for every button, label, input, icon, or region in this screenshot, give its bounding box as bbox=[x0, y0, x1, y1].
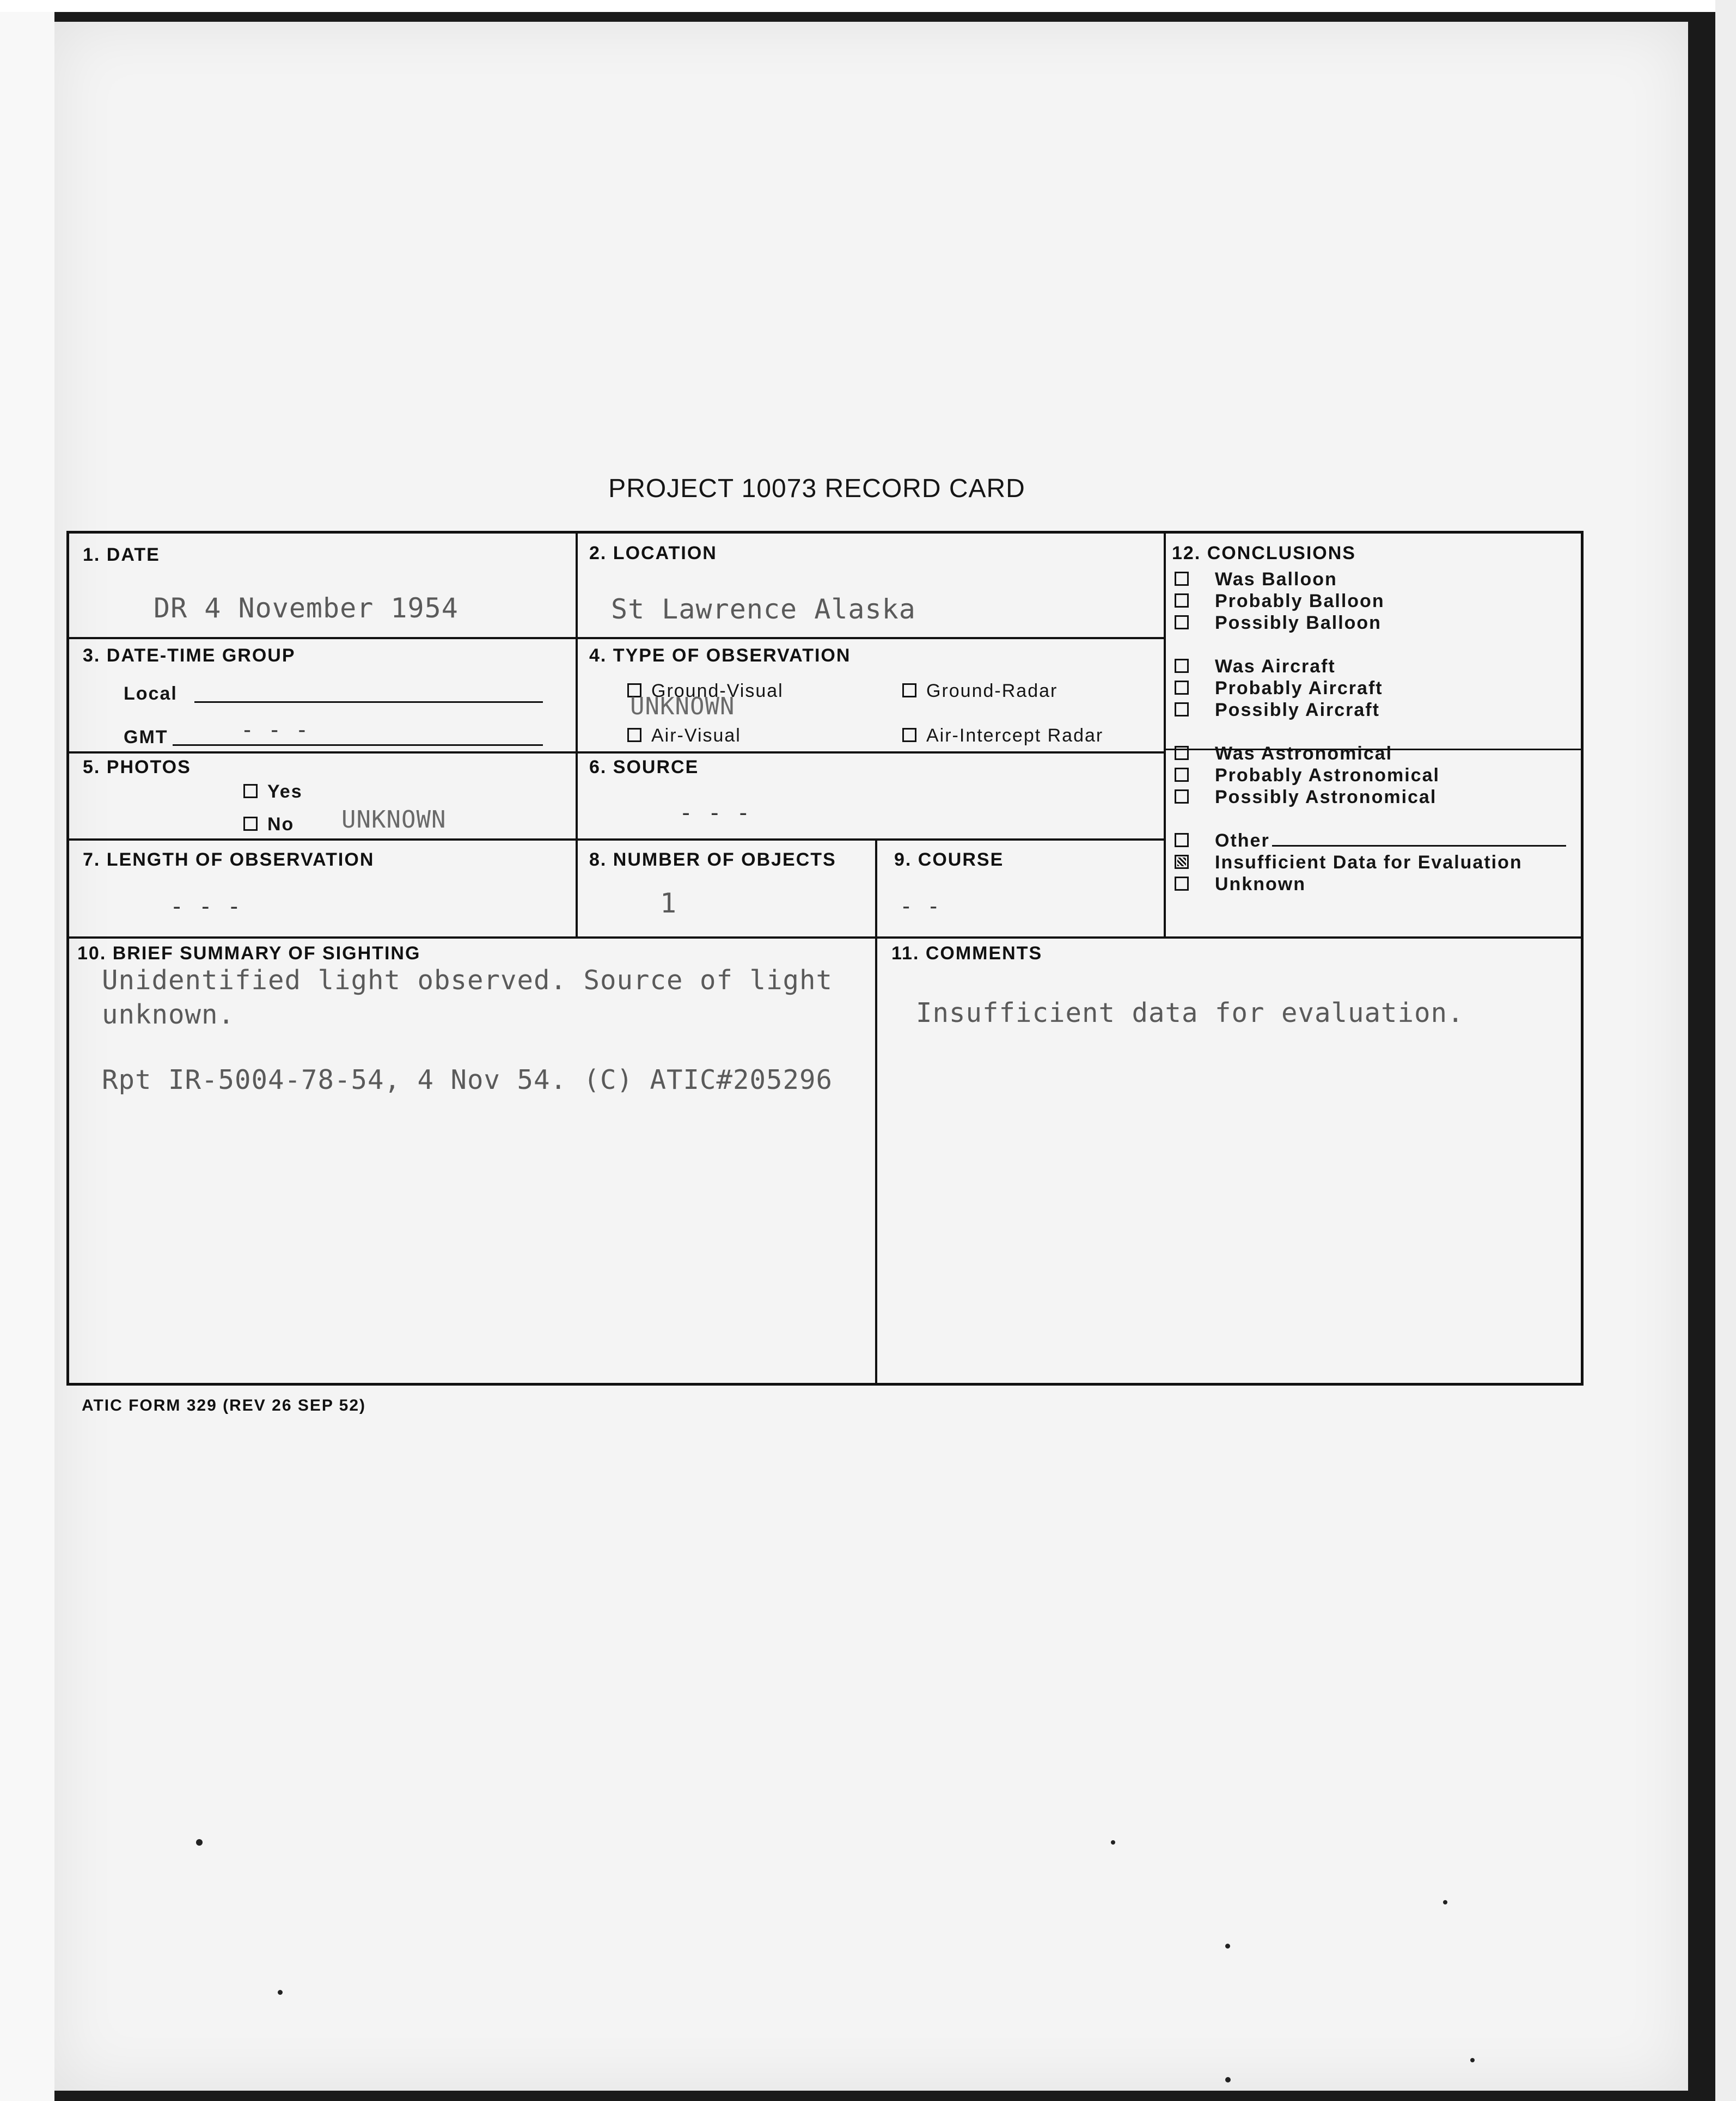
checkbox[interactable] bbox=[1175, 789, 1189, 804]
conclusion-label: Was Aircraft bbox=[1215, 656, 1336, 677]
record-card bbox=[66, 531, 1584, 1386]
location-label: 2. LOCATION bbox=[589, 543, 717, 563]
summary-label: 10. BRIEF SUMMARY OF SIGHTING bbox=[77, 943, 421, 964]
divider bbox=[69, 838, 1164, 841]
conclusion-label: Unknown bbox=[1215, 874, 1306, 895]
local-label: Local bbox=[124, 683, 178, 704]
gmt-line bbox=[173, 744, 543, 746]
option-label: No bbox=[267, 814, 295, 835]
air-intercept-radar-option[interactable] bbox=[902, 725, 1103, 746]
ground-radar-option[interactable] bbox=[902, 681, 1058, 702]
card-title: PROJECT 10073 RECORD CARD bbox=[608, 474, 1025, 503]
checkbox[interactable] bbox=[902, 728, 916, 742]
option-label: Yes bbox=[267, 781, 303, 802]
divider bbox=[875, 838, 877, 1386]
option-label: Ground-Visual bbox=[651, 681, 784, 701]
scan-speck bbox=[1225, 2077, 1231, 2082]
scan-speck bbox=[1470, 2058, 1475, 2062]
summary-line: Unidentified light observed. Source of light bbox=[102, 965, 833, 996]
photos-no-option[interactable] bbox=[243, 814, 294, 835]
comments-value: Insufficient data for evaluation. bbox=[916, 997, 1464, 1028]
conclusion-label: Probably Aircraft bbox=[1215, 678, 1383, 699]
divider bbox=[69, 936, 1584, 939]
option-label: Ground-Radar bbox=[926, 681, 1058, 701]
conclusion-label: Possibly Aircraft bbox=[1215, 700, 1380, 720]
conclusion-item[interactable] bbox=[1175, 765, 1440, 786]
conclusions-label: 12. CONCLUSIONS bbox=[1172, 543, 1356, 563]
conclusion-label: Possibly Balloon bbox=[1215, 612, 1382, 633]
conclusion-item[interactable] bbox=[1175, 852, 1523, 873]
conclusion-label: Probably Astronomical bbox=[1215, 765, 1440, 786]
scan-margin-right bbox=[1715, 0, 1736, 2101]
length-of-observation-label: 7. LENGTH OF OBSERVATION bbox=[83, 849, 375, 870]
conclusion-label: Other bbox=[1215, 830, 1270, 851]
air-visual-option[interactable] bbox=[627, 725, 741, 746]
conclusion-item[interactable] bbox=[1175, 830, 1566, 852]
checkbox[interactable] bbox=[1175, 681, 1189, 695]
course-value: - - bbox=[900, 894, 941, 919]
length-of-observation-value: - - - bbox=[170, 893, 242, 920]
scan-speck bbox=[196, 1839, 203, 1846]
gmt-value: - - - bbox=[241, 718, 309, 743]
checkbox[interactable] bbox=[902, 683, 916, 697]
checkbox[interactable] bbox=[1175, 833, 1189, 847]
date-time-group-label: 3. DATE-TIME GROUP bbox=[83, 645, 296, 666]
checkbox[interactable] bbox=[1175, 702, 1189, 716]
conclusion-item[interactable] bbox=[1175, 569, 1337, 590]
report-reference: Rpt IR-5004-78-54, 4 Nov 54. (C) ATIC#205296 bbox=[102, 1064, 833, 1095]
conclusion-label: Was Balloon bbox=[1215, 569, 1337, 590]
date-value: DR 4 November 1954 bbox=[154, 592, 459, 624]
observation-stamp: UNKNOWN bbox=[630, 693, 735, 720]
checkbox[interactable] bbox=[243, 817, 258, 831]
divider bbox=[69, 751, 1164, 754]
source-value: - - - bbox=[679, 799, 751, 826]
photos-label: 5. PHOTOS bbox=[83, 757, 191, 777]
conclusion-label: Was Astronomical bbox=[1215, 743, 1393, 764]
checkbox[interactable] bbox=[1175, 593, 1189, 608]
scan-margin-top bbox=[0, 0, 1736, 12]
comments-label: 11. COMMENTS bbox=[891, 943, 1043, 964]
checkbox[interactable] bbox=[1175, 768, 1189, 782]
checkbox[interactable] bbox=[1175, 659, 1189, 673]
conclusion-item[interactable] bbox=[1175, 678, 1383, 699]
divider bbox=[576, 534, 578, 936]
conclusion-item[interactable] bbox=[1175, 787, 1437, 808]
form-number: ATIC FORM 329 (REV 26 SEP 52) bbox=[82, 1396, 366, 1414]
scan-margin-left bbox=[0, 0, 54, 2101]
other-line bbox=[1272, 845, 1566, 847]
checkbox[interactable] bbox=[1175, 572, 1189, 586]
conclusion-label: Possibly Astronomical bbox=[1215, 787, 1437, 807]
course-label: 9. COURSE bbox=[894, 849, 1004, 870]
conclusion-item[interactable] bbox=[1175, 612, 1382, 634]
number-of-objects-label: 8. NUMBER OF OBJECTS bbox=[589, 849, 836, 870]
conclusion-label: Probably Balloon bbox=[1215, 591, 1385, 611]
scan-speck bbox=[1443, 1900, 1447, 1904]
checkbox[interactable] bbox=[1175, 877, 1189, 891]
local-line bbox=[194, 701, 543, 703]
conclusion-item[interactable] bbox=[1175, 656, 1336, 677]
type-of-observation-label: 4. TYPE OF OBSERVATION bbox=[589, 645, 851, 666]
number-of-objects-value: 1 bbox=[660, 887, 677, 919]
option-label: Air-Visual bbox=[651, 725, 741, 746]
checkbox[interactable] bbox=[1175, 746, 1189, 760]
location-value: St Lawrence Alaska bbox=[611, 593, 916, 625]
checkbox[interactable] bbox=[1175, 615, 1189, 629]
divider bbox=[69, 637, 1164, 639]
gmt-label: GMT bbox=[124, 727, 168, 748]
option-label: Air-Intercept Radar bbox=[926, 725, 1104, 746]
date-label: 1. DATE bbox=[83, 544, 160, 565]
conclusion-item[interactable] bbox=[1175, 591, 1385, 612]
conclusion-item[interactable] bbox=[1175, 700, 1380, 721]
conclusion-label: Insufficient Data for Evaluation bbox=[1215, 852, 1523, 873]
divider bbox=[1164, 534, 1166, 936]
scan-speck bbox=[278, 1990, 283, 1995]
checkbox[interactable] bbox=[1175, 855, 1189, 869]
source-label: 6. SOURCE bbox=[589, 757, 699, 777]
summary-line: unknown. bbox=[102, 999, 235, 1030]
checkbox[interactable] bbox=[243, 784, 258, 798]
photos-yes-option[interactable] bbox=[243, 781, 303, 803]
conclusion-item[interactable] bbox=[1175, 743, 1392, 764]
conclusion-item[interactable] bbox=[1175, 874, 1306, 895]
photos-stamp: UNKNOWN bbox=[341, 806, 447, 834]
checkbox[interactable] bbox=[627, 728, 641, 742]
scan-speck bbox=[1225, 1944, 1230, 1949]
scan-speck bbox=[1111, 1840, 1115, 1845]
